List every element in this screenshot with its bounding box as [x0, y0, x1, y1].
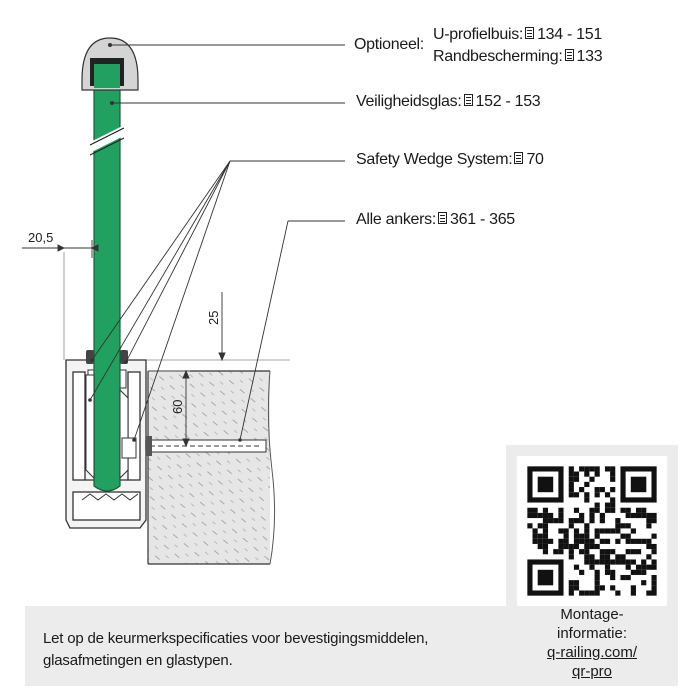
- u-profile-ref: [433, 24, 602, 46]
- qr-caption-line-1: Montage-: [560, 606, 624, 623]
- qr-link-line-2[interactable]: qr-pro: [571, 663, 612, 680]
- anchors-label: Alle ankers:: [356, 211, 436, 228]
- u-profile-pages: 134 - 151: [537, 26, 602, 43]
- dimension-label-25: 25: [206, 310, 221, 325]
- concrete-slab: [148, 371, 275, 564]
- wedge-system-label: Safety Wedge System:: [356, 151, 513, 168]
- qr-caption-line-2: informatie:: [556, 625, 628, 642]
- u-profile-label: U-profielbuis:: [433, 26, 524, 43]
- safety-glass-pages: 152 - 153: [475, 93, 541, 110]
- anchors-pages: 361 - 365: [450, 211, 515, 228]
- optional-label: Optioneel:: [354, 36, 424, 53]
- edge-protection-pages: 133: [576, 48, 603, 65]
- note-line-1: Let op de keurmerkspecificaties voor bevestigingsmiddelen,: [43, 630, 429, 647]
- dimension-label-60: 60: [170, 399, 185, 414]
- dimension-25: [219, 292, 225, 360]
- edge-protection-ref: [433, 46, 602, 68]
- wedge-system-ref: [356, 150, 544, 170]
- safety-glass-ref: [356, 92, 540, 112]
- qr-link[interactable]: [506, 643, 678, 681]
- safety-glass-label: Veiligheidsglas:: [356, 93, 462, 110]
- document-icon: [514, 152, 523, 164]
- edge-protection-label: Randbescherming:: [433, 48, 563, 65]
- safety-glass: [90, 60, 124, 491]
- document-icon: [438, 212, 447, 224]
- document-icon: [565, 49, 574, 61]
- document-icon: [464, 94, 473, 106]
- dimension-label-20-5: 20,5: [28, 230, 54, 245]
- optional-items: [433, 24, 602, 68]
- wedge-system-pages: 70: [526, 151, 544, 168]
- specification-note-text: [43, 628, 428, 672]
- qr-code[interactable]: [517, 456, 667, 606]
- qr-link-line-1[interactable]: q-railing.com/: [546, 644, 638, 661]
- anchors-ref: [356, 210, 515, 230]
- document-icon: [525, 27, 534, 39]
- specification-note: [25, 606, 510, 686]
- qr-caption: [506, 605, 678, 681]
- qr-panel: [506, 445, 678, 686]
- note-line-2: glasafmetingen en glastypen.: [43, 652, 233, 669]
